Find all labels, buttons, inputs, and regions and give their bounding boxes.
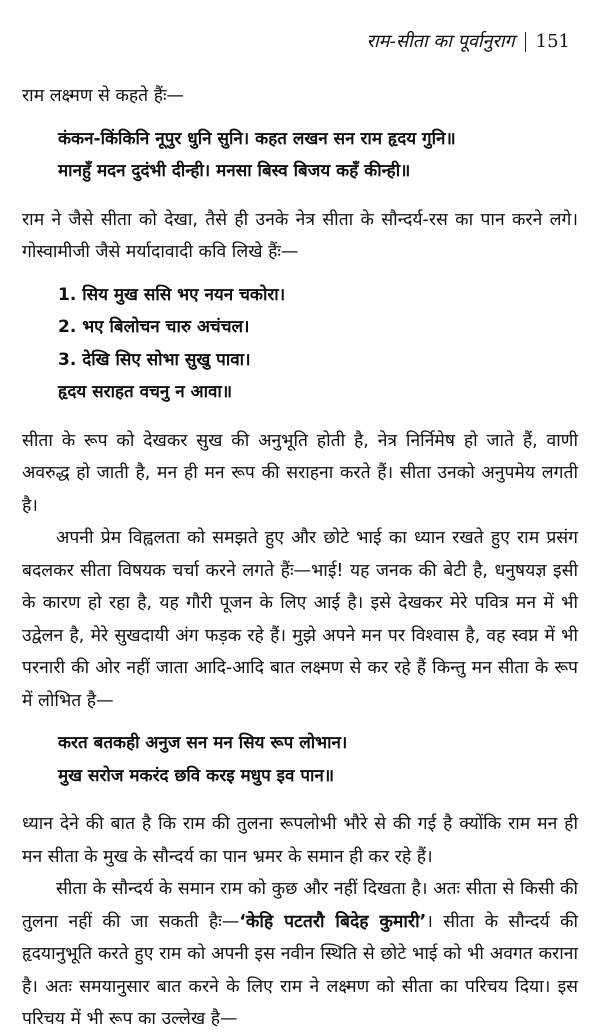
- verse-line: करत बतकही अनुज सन मन सिय रूप लोभान।: [58, 733, 348, 753]
- running-header: [367, 30, 570, 54]
- paragraph-2: सीता के रूप को देखकर सुख की अनुभूति होती है, नेत्र निर्निमेष हो जाते हैं, वाणी अवरुद्ध हो जाती है, मन ही मन रूप की सराहना करते हैं। सीता उनको अनुपमेय लगती है।: [22, 430, 578, 516]
- intro-line: राम लक्ष्मण से कहते हैंः—: [22, 86, 185, 106]
- verse-line: 1. सिय मुख ससि भए नयन चकोरा।: [58, 284, 286, 305]
- chapter-title: राम-सीता का पूर्वानुराग: [366, 31, 515, 52]
- verse-line: हृदय सराहत वचनु न आवा॥: [58, 382, 233, 402]
- paragraph-5-text: सीता के सौन्दर्य के समान राम को कुछ और नहीं दिखता है। अतः सीता से किसी की तुलना नहीं की जा सकती हैः—: [22, 879, 578, 932]
- verse-line: मानहुँ मदन दुदंभी दीन्ही। मनसा बिस्व बिजय कहँ कीन्ही॥: [58, 161, 411, 181]
- verse-line: मुख सरोज मकरंद छवि करइ मधुप इव पान॥: [58, 765, 335, 786]
- paragraph-3: अपनी प्रेम विह्वलता को समझते हुए और छोटे भाई का ध्यान रखते हुए राम प्रसंग बदलकर सीता विषयक चर्चा करने लगते हैंः—भाई! यह जनक की बेटी है, धनुषयज्ञ इसी के कारण हो रहा है, यह गौरी पूजन के लिए आई है। इसे देखकर मेरे पवित्र मन में भी उद्वेलन है, मेरे सुखदायी अंग फड़क रहे हैं। मुझे अपने मन पर विश्वास है, वह स्वप्न में भी परनारी की ओर नहीं जाता आदि-आदि बात लक्ष्मण से कर रहे हैं किन्तु मन सीता के रूप में लोभित है—: [22, 528, 578, 711]
- paragraph-4: ध्यान देने की बात है कि राम की तुलना रूपलोभी भौरे से की गई है क्योंकि राम मन ही मन सीता के मुख के सौन्दर्य का पान भ्रमर के समान ही कर रहे हैं।: [22, 814, 578, 867]
- paragraph-5-text-end: । सीता के सौन्दर्य की हृदयानुभूति करते हुए राम को अपनी इस नवीन स्थिति से छोटे भाई को भी अवगत कराना है। अतः समयानुसार बात करने के लिए राम ने लक्ष्मण को सीता का परिचय दिया। इस परिचय में भी रूप का उल्लेख है—: [22, 911, 578, 1029]
- header-divider: [525, 32, 526, 52]
- inline-quote: ‘केहि पटतरौ बिदेह कुमारी’: [239, 911, 427, 932]
- verse-block-1: [22, 123, 578, 188]
- paragraph-1: राम ने जैसे सीता को देखा, तैसे ही उनके नेत्र सीता के सौन्दर्य-रस का पान करने लगे। गोस्वामीजी जैसे मर्यादावादी कवि लिखे हैंः—: [22, 209, 578, 262]
- paragraph-5: [22, 873, 578, 1036]
- verse-line: कंकन-किंकिनि नूपुर धुनि सुनि। कहत लखन सन राम हृदय गुनि॥: [58, 128, 456, 149]
- page-number: 151: [535, 31, 570, 52]
- verse-line: 3. देखि सिए सोभा सुखु पावा।: [58, 349, 251, 370]
- verse-block-3: [22, 727, 578, 792]
- verse-block-2: [22, 279, 578, 409]
- verse-line: 2. भए बिलोचन चारु अचंचल।: [58, 317, 250, 337]
- page-body: [22, 80, 578, 1036]
